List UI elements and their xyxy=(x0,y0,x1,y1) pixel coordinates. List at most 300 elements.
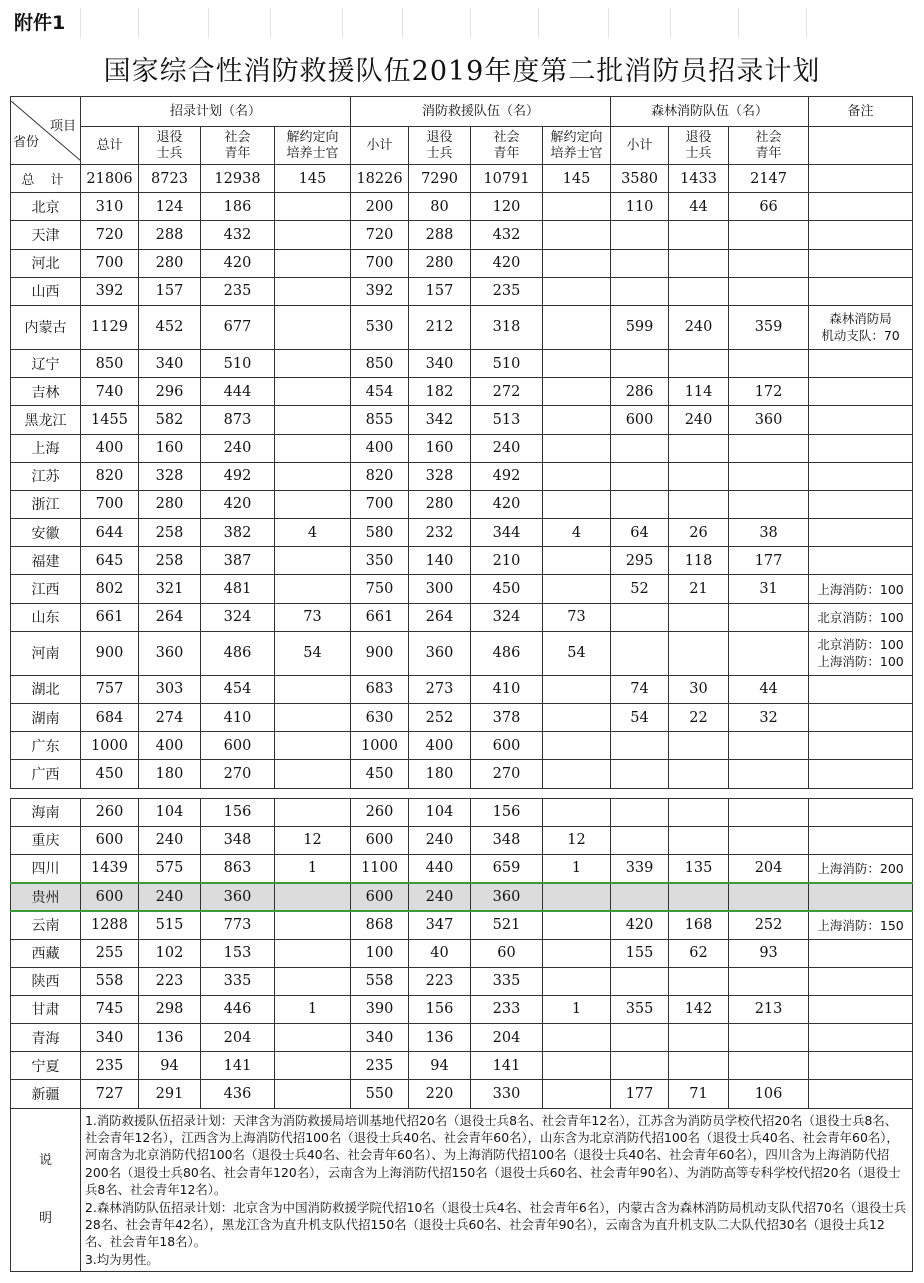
value-cell: 156 xyxy=(201,798,275,826)
value-cell: 486 xyxy=(201,631,275,675)
value-cell xyxy=(275,883,351,911)
value-cell: 599 xyxy=(611,305,669,349)
value-cell xyxy=(611,434,669,462)
header-youth: 社会 青年 xyxy=(729,127,809,165)
value-cell: 204 xyxy=(729,854,809,882)
value-cell: 335 xyxy=(201,967,275,995)
value-cell: 160 xyxy=(409,434,471,462)
value-cell xyxy=(669,798,729,826)
value-cell: 452 xyxy=(139,305,201,349)
value-cell xyxy=(543,798,611,826)
value-cell: 264 xyxy=(139,603,201,631)
value-cell xyxy=(275,193,351,221)
value-cell xyxy=(729,1052,809,1080)
value-cell: 1100 xyxy=(351,854,409,882)
value-cell: 260 xyxy=(81,798,139,826)
value-cell xyxy=(729,277,809,305)
value-cell: 661 xyxy=(81,603,139,631)
value-cell xyxy=(729,826,809,854)
value-cell xyxy=(543,490,611,518)
province-cell: 安徽 xyxy=(11,519,81,547)
value-cell: 342 xyxy=(409,406,471,434)
remark-cell xyxy=(809,1024,913,1052)
value-cell: 40 xyxy=(409,939,471,967)
value-cell: 235 xyxy=(351,1052,409,1080)
table-row xyxy=(11,378,913,406)
value-cell: 318 xyxy=(471,305,543,349)
value-cell: 240 xyxy=(139,883,201,911)
value-cell: 683 xyxy=(351,675,409,703)
value-cell: 155 xyxy=(611,939,669,967)
value-cell xyxy=(275,1024,351,1052)
value-cell xyxy=(275,462,351,490)
table-row xyxy=(11,349,913,377)
value-cell xyxy=(543,547,611,575)
value-cell: 120 xyxy=(471,193,543,221)
province-cell: 青海 xyxy=(11,1024,81,1052)
notes-row xyxy=(11,1108,913,1272)
province-cell: 宁夏 xyxy=(11,1052,81,1080)
value-cell: 575 xyxy=(139,854,201,882)
value-cell xyxy=(543,1024,611,1052)
table-row xyxy=(11,911,913,939)
value-cell: 446 xyxy=(201,995,275,1023)
value-cell: 492 xyxy=(201,462,275,490)
value-cell xyxy=(669,1024,729,1052)
value-cell xyxy=(275,939,351,967)
total-cell: 1433 xyxy=(669,165,729,193)
note-item-2: 2.森林消防队伍招录计划：北京含为中国消防救援学院代招10名（退役士兵4名、社会青年6名），内蒙古含为森林消防局机动支队代招70名（退役士兵28名、社会青年42名），黑龙江含为直升机支队代招150名（退役士兵60名、社会青年90名），云南含为直升机支队二大队代招30名（退役士兵12名、社会青年18名）。 xyxy=(85,1199,907,1250)
value-cell xyxy=(611,603,669,631)
value-cell xyxy=(729,967,809,995)
value-cell: 432 xyxy=(471,221,543,249)
value-cell: 273 xyxy=(409,675,471,703)
value-cell xyxy=(611,221,669,249)
table-gap-cell xyxy=(11,788,913,798)
value-cell: 260 xyxy=(351,798,409,826)
value-cell xyxy=(669,462,729,490)
table-row xyxy=(11,704,913,732)
note-item-1: 1.消防救援队伍招录计划：天津含为消防救援局培训基地代招20名（退役士兵8名、社会青年12名），江苏含为消防员学校代招20名（退役士兵8名、社会青年12名），江西含为上海消防代招100名（退役士兵40名、社会青年60名），山东含为北京消防代招100名（退役士兵40名、社会青年60名），河南含为北京消防代招100名（退役士兵40名、社会青年60名）、为上海消防代招100名（退役士兵40名、社会青年60名），四川含为上海消防代招200名（退役士兵80名、社会青年120名），云南含为上海消防代招150名（退役士兵60名、社会青年90名）、为消防高等专科学校代招20名（退役士兵8名、社会青年12名）。 xyxy=(85,1112,901,1198)
value-cell: 153 xyxy=(201,939,275,967)
value-cell xyxy=(275,798,351,826)
value-cell: 700 xyxy=(81,249,139,277)
value-cell xyxy=(611,967,669,995)
table-row xyxy=(11,732,913,760)
table-row xyxy=(11,519,913,547)
total-cell: 3580 xyxy=(611,165,669,193)
value-cell: 355 xyxy=(611,995,669,1023)
remark-cell: 北京消防：100 xyxy=(809,603,913,631)
value-cell: 255 xyxy=(81,939,139,967)
value-cell: 291 xyxy=(139,1080,201,1108)
value-cell: 73 xyxy=(275,603,351,631)
value-cell xyxy=(275,249,351,277)
value-cell: 600 xyxy=(351,826,409,854)
value-cell xyxy=(543,575,611,603)
value-cell xyxy=(729,249,809,277)
value-cell: 223 xyxy=(139,967,201,995)
table-row xyxy=(11,675,913,703)
value-cell xyxy=(543,1052,611,1080)
value-cell: 104 xyxy=(139,798,201,826)
value-cell xyxy=(669,826,729,854)
value-cell xyxy=(275,967,351,995)
value-cell xyxy=(543,406,611,434)
value-cell: 240 xyxy=(669,406,729,434)
value-cell: 340 xyxy=(81,1024,139,1052)
remark-cell xyxy=(809,967,913,995)
value-cell: 71 xyxy=(669,1080,729,1108)
value-cell: 118 xyxy=(669,547,729,575)
value-cell xyxy=(543,349,611,377)
value-cell: 141 xyxy=(201,1052,275,1080)
value-cell: 21 xyxy=(669,575,729,603)
value-cell: 677 xyxy=(201,305,275,349)
header-province-label: 省份 xyxy=(13,134,40,150)
value-cell: 204 xyxy=(201,1024,275,1052)
table-row xyxy=(11,798,913,826)
value-cell: 12 xyxy=(275,826,351,854)
table-row xyxy=(11,826,913,854)
value-cell: 38 xyxy=(729,519,809,547)
header-forest-subtotal: 小计 xyxy=(611,127,669,165)
table-row xyxy=(11,631,913,675)
value-cell xyxy=(611,249,669,277)
value-cell: 140 xyxy=(409,547,471,575)
value-cell xyxy=(543,732,611,760)
value-cell: 321 xyxy=(139,575,201,603)
value-cell: 390 xyxy=(351,995,409,1023)
value-cell: 1000 xyxy=(351,732,409,760)
province-cell: 天津 xyxy=(11,221,81,249)
remark-cell xyxy=(809,193,913,221)
value-cell xyxy=(275,675,351,703)
value-cell xyxy=(729,349,809,377)
province-cell: 吉林 xyxy=(11,378,81,406)
value-cell: 252 xyxy=(729,911,809,939)
total-cell: 12938 xyxy=(201,165,275,193)
value-cell xyxy=(543,462,611,490)
value-cell: 521 xyxy=(471,911,543,939)
value-cell: 340 xyxy=(409,349,471,377)
value-cell: 530 xyxy=(351,305,409,349)
header-nco: 解约定向 培养士官 xyxy=(543,127,611,165)
header-remark: 备注 xyxy=(809,97,913,127)
value-cell: 177 xyxy=(729,547,809,575)
value-cell: 240 xyxy=(139,826,201,854)
value-cell: 850 xyxy=(351,349,409,377)
total-label: 总 计 xyxy=(11,165,81,193)
remark-cell xyxy=(809,939,913,967)
value-cell: 240 xyxy=(471,434,543,462)
value-cell: 400 xyxy=(81,434,139,462)
value-cell: 136 xyxy=(139,1024,201,1052)
value-cell xyxy=(543,277,611,305)
remark-cell xyxy=(809,249,913,277)
value-cell: 280 xyxy=(139,490,201,518)
value-cell: 258 xyxy=(139,519,201,547)
total-cell: 7290 xyxy=(409,165,471,193)
value-cell: 270 xyxy=(201,760,275,788)
value-cell: 400 xyxy=(409,732,471,760)
value-cell: 212 xyxy=(409,305,471,349)
value-cell xyxy=(669,221,729,249)
value-cell: 600 xyxy=(81,826,139,854)
value-cell: 1000 xyxy=(81,732,139,760)
remark-cell xyxy=(809,826,913,854)
value-cell xyxy=(543,883,611,911)
value-cell: 288 xyxy=(409,221,471,249)
value-cell: 348 xyxy=(471,826,543,854)
total-cell: 10791 xyxy=(471,165,543,193)
value-cell: 420 xyxy=(471,249,543,277)
value-cell: 436 xyxy=(201,1080,275,1108)
remark-cell xyxy=(809,349,913,377)
value-cell xyxy=(275,305,351,349)
value-cell: 644 xyxy=(81,519,139,547)
value-cell: 223 xyxy=(409,967,471,995)
value-cell: 340 xyxy=(139,349,201,377)
value-cell: 180 xyxy=(139,760,201,788)
remark-cell xyxy=(809,277,913,305)
value-cell: 359 xyxy=(729,305,809,349)
value-cell: 335 xyxy=(471,967,543,995)
value-cell: 114 xyxy=(669,378,729,406)
value-cell: 232 xyxy=(409,519,471,547)
value-cell xyxy=(275,575,351,603)
province-cell: 浙江 xyxy=(11,490,81,518)
value-cell: 303 xyxy=(139,675,201,703)
value-cell: 700 xyxy=(81,490,139,518)
value-cell xyxy=(543,675,611,703)
value-cell xyxy=(275,911,351,939)
remark-cell: 上海消防：150 xyxy=(809,911,913,939)
remark-cell xyxy=(809,995,913,1023)
value-cell xyxy=(611,826,669,854)
table-row xyxy=(11,995,913,1023)
province-cell: 广西 xyxy=(11,760,81,788)
faint-gridlines xyxy=(80,8,924,38)
value-cell: 454 xyxy=(351,378,409,406)
value-cell: 454 xyxy=(201,675,275,703)
table-row xyxy=(11,193,913,221)
total-cell: 21806 xyxy=(81,165,139,193)
value-cell xyxy=(543,939,611,967)
header-veteran: 退役 士兵 xyxy=(409,127,471,165)
value-cell: 258 xyxy=(139,547,201,575)
value-cell: 104 xyxy=(409,798,471,826)
value-cell: 31 xyxy=(729,575,809,603)
province-cell: 北京 xyxy=(11,193,81,221)
value-cell: 264 xyxy=(409,603,471,631)
recruitment-table xyxy=(10,96,913,1272)
value-cell: 204 xyxy=(471,1024,543,1052)
table-row xyxy=(11,939,913,967)
table-row xyxy=(11,249,913,277)
value-cell: 432 xyxy=(201,221,275,249)
value-cell: 410 xyxy=(471,675,543,703)
province-cell: 甘肃 xyxy=(11,995,81,1023)
value-cell: 136 xyxy=(409,1024,471,1052)
province-cell: 山东 xyxy=(11,603,81,631)
value-cell xyxy=(729,732,809,760)
value-cell xyxy=(669,760,729,788)
value-cell xyxy=(669,249,729,277)
value-cell: 510 xyxy=(471,349,543,377)
value-cell: 700 xyxy=(351,490,409,518)
value-cell: 360 xyxy=(409,631,471,675)
value-cell xyxy=(729,490,809,518)
value-cell: 156 xyxy=(409,995,471,1023)
value-cell: 235 xyxy=(201,277,275,305)
remark-cell xyxy=(809,883,913,911)
remark-cell xyxy=(809,406,913,434)
value-cell: 210 xyxy=(471,547,543,575)
value-cell: 450 xyxy=(351,760,409,788)
value-cell: 100 xyxy=(351,939,409,967)
value-cell xyxy=(611,631,669,675)
table-row xyxy=(11,277,913,305)
table-row xyxy=(11,967,913,995)
value-cell: 344 xyxy=(471,519,543,547)
value-cell: 168 xyxy=(669,911,729,939)
province-cell: 四川 xyxy=(11,854,81,882)
value-cell xyxy=(669,603,729,631)
remark-cell: 上海消防：100 xyxy=(809,575,913,603)
value-cell xyxy=(543,434,611,462)
value-cell xyxy=(275,1052,351,1080)
value-cell: 180 xyxy=(409,760,471,788)
value-cell: 750 xyxy=(351,575,409,603)
value-cell: 240 xyxy=(201,434,275,462)
value-cell: 310 xyxy=(81,193,139,221)
value-cell: 339 xyxy=(611,854,669,882)
value-cell: 492 xyxy=(471,462,543,490)
remark-cell xyxy=(809,378,913,406)
value-cell: 392 xyxy=(81,277,139,305)
value-cell: 515 xyxy=(139,911,201,939)
value-cell: 30 xyxy=(669,675,729,703)
value-cell: 900 xyxy=(351,631,409,675)
value-cell: 347 xyxy=(409,911,471,939)
value-cell: 558 xyxy=(351,967,409,995)
total-cell: 2147 xyxy=(729,165,809,193)
value-cell: 420 xyxy=(611,911,669,939)
value-cell: 12 xyxy=(543,826,611,854)
value-cell: 156 xyxy=(471,798,543,826)
province-cell: 山西 xyxy=(11,277,81,305)
value-cell: 400 xyxy=(351,434,409,462)
value-cell: 550 xyxy=(351,1080,409,1108)
value-cell: 324 xyxy=(471,603,543,631)
value-cell: 360 xyxy=(729,406,809,434)
total-cell: 145 xyxy=(275,165,351,193)
value-cell: 280 xyxy=(139,249,201,277)
province-cell: 湖北 xyxy=(11,675,81,703)
table-row xyxy=(11,547,913,575)
value-cell: 1 xyxy=(275,854,351,882)
value-cell: 600 xyxy=(201,732,275,760)
value-cell: 288 xyxy=(139,221,201,249)
value-cell: 645 xyxy=(81,547,139,575)
value-cell: 240 xyxy=(409,826,471,854)
remark-cell xyxy=(809,221,913,249)
value-cell: 700 xyxy=(351,249,409,277)
value-cell: 32 xyxy=(729,704,809,732)
value-cell xyxy=(543,967,611,995)
table-row xyxy=(11,434,913,462)
value-cell: 182 xyxy=(409,378,471,406)
value-cell: 280 xyxy=(409,490,471,518)
value-cell: 630 xyxy=(351,704,409,732)
value-cell: 157 xyxy=(409,277,471,305)
value-cell: 142 xyxy=(669,995,729,1023)
remark-cell: 上海消防：200 xyxy=(809,854,913,882)
value-cell xyxy=(669,434,729,462)
province-cell: 云南 xyxy=(11,911,81,939)
remark-cell xyxy=(809,462,913,490)
value-cell xyxy=(543,221,611,249)
value-cell: 1129 xyxy=(81,305,139,349)
value-cell xyxy=(611,883,669,911)
header-nco: 解约定向 培养士官 xyxy=(275,127,351,165)
value-cell xyxy=(729,603,809,631)
value-cell: 272 xyxy=(471,378,543,406)
province-cell: 辽宁 xyxy=(11,349,81,377)
value-cell: 94 xyxy=(409,1052,471,1080)
value-cell: 486 xyxy=(471,631,543,675)
value-cell: 280 xyxy=(409,249,471,277)
value-cell xyxy=(669,631,729,675)
value-cell: 802 xyxy=(81,575,139,603)
value-cell: 1455 xyxy=(81,406,139,434)
value-cell: 387 xyxy=(201,547,275,575)
value-cell: 600 xyxy=(611,406,669,434)
province-cell: 河北 xyxy=(11,249,81,277)
value-cell xyxy=(729,631,809,675)
remark-cell xyxy=(809,519,913,547)
value-cell: 135 xyxy=(669,854,729,882)
total-row xyxy=(11,165,913,193)
province-cell: 重庆 xyxy=(11,826,81,854)
value-cell: 600 xyxy=(351,883,409,911)
remark-cell xyxy=(809,1052,913,1080)
value-cell: 54 xyxy=(275,631,351,675)
value-cell: 340 xyxy=(351,1024,409,1052)
value-cell: 820 xyxy=(351,462,409,490)
remark-cell xyxy=(809,675,913,703)
value-cell: 93 xyxy=(729,939,809,967)
value-cell: 600 xyxy=(471,732,543,760)
value-cell: 481 xyxy=(201,575,275,603)
value-cell xyxy=(611,1052,669,1080)
value-cell: 213 xyxy=(729,995,809,1023)
table-row xyxy=(11,760,913,788)
value-cell: 580 xyxy=(351,519,409,547)
table-row xyxy=(11,1052,913,1080)
province-cell: 黑龙江 xyxy=(11,406,81,434)
value-cell xyxy=(275,349,351,377)
value-cell: 1 xyxy=(543,995,611,1023)
value-cell: 440 xyxy=(409,854,471,882)
header-group-row xyxy=(11,97,913,127)
value-cell: 102 xyxy=(139,939,201,967)
value-cell: 66 xyxy=(729,193,809,221)
note-item-3: 3.均为男性。 xyxy=(85,1251,159,1267)
attachment-label: 附件1 xyxy=(14,12,66,34)
table-row xyxy=(11,883,913,911)
